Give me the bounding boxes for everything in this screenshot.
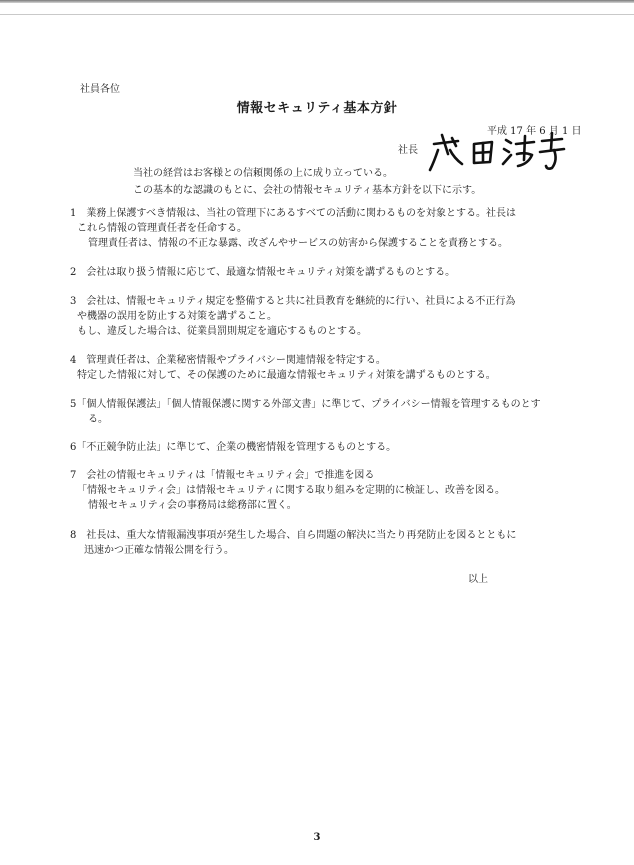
policy-line: 8 社長は、重大な情報漏洩事項が発生した場合、自ら問題の解決に当たり再発防止を図るとともに [70, 530, 517, 541]
policy-line: 1 業務上保護すべき情報は、当社の管理下にあるすべての活動に関わるものを対象とする。社長は [70, 208, 516, 219]
policy-line: 迅速かつ正確な情報公開を行う。 [84, 545, 234, 556]
policy-item-1 [70, 206, 610, 251]
policy-line: これら情報の管理責任者を任命する。 [77, 223, 247, 234]
policy-line: 4 管理責任者は、企業秘密情報やプライバシー関連情報を特定する。 [70, 355, 386, 366]
policy-item-8 [70, 528, 610, 558]
intro-line: 当社の経営はお客様との信頼関係の上に成り立っている。 [133, 168, 393, 179]
scan-top-edge [0, 0, 634, 3]
policy-line: 2 会社は取り扱う情報に応じて、最適な情報セキュリティ対策を講ずるものとする。 [70, 267, 456, 278]
intro-line: この基本的な認識のもとに、会社の情報セキュリティ基本方針を以下に示す。 [133, 185, 482, 196]
policy-line: や機器の誤用を防止する対策を講ずること。 [77, 311, 277, 322]
closing-text: 以上 [468, 574, 488, 585]
scan-artifact-line [0, 14, 634, 15]
policy-item-5 [70, 397, 610, 427]
policy-line: 3 会社は、情報セキュリティ規定を整備すると共に社員教育を継続的に行い、社員による不正行為 [70, 296, 516, 307]
policy-line: 6「不正競争防止法」に準じて、企業の機密情報を管理するものとする。 [70, 442, 397, 453]
policy-line: る。 [88, 414, 108, 425]
page-number: 3 [313, 832, 321, 843]
intro-paragraph [133, 165, 481, 199]
policy-line: 情報セキュリティ会の事務局は総務部に置く。 [88, 500, 297, 511]
policy-item-2 [70, 265, 610, 280]
policy-line: 管理責任者は、情報の不正な暴露、改ざんやサービスの妨害から保護することを責務とする。 [88, 238, 508, 249]
document-title: 情報セキュリティ基本方針 [236, 101, 398, 116]
policy-item-3 [70, 294, 610, 339]
policy-item-4 [70, 353, 610, 383]
policy-line: 7 会社の情報セキュリティは「情報セキュリティ会」で推進を図る [70, 470, 375, 481]
addressee: 社員各位 [80, 84, 120, 95]
president-label: 社長 [398, 145, 418, 156]
policy-line: もし、違反した場合は、従業員罰則規定を適応するものとする。 [77, 326, 367, 337]
policy-line: 「情報セキュリティ会」は情報セキュリティに関する取り組みを定期的に検証し、改善を図る。 [77, 485, 505, 496]
policy-line: 特定した情報に対して、その保護のために最適な情報セキュリティ対策を講ずるものとする。 [77, 370, 496, 381]
document-date: 平成 17 年 6 月 1 日 [487, 126, 582, 137]
policy-item-7 [70, 468, 610, 513]
policy-item-6 [70, 440, 610, 455]
policy-line: 5「個人情報保護法」「個人情報保護に関する外部文書」に準じて、プライバシー情報を管理するものとす [70, 399, 541, 410]
